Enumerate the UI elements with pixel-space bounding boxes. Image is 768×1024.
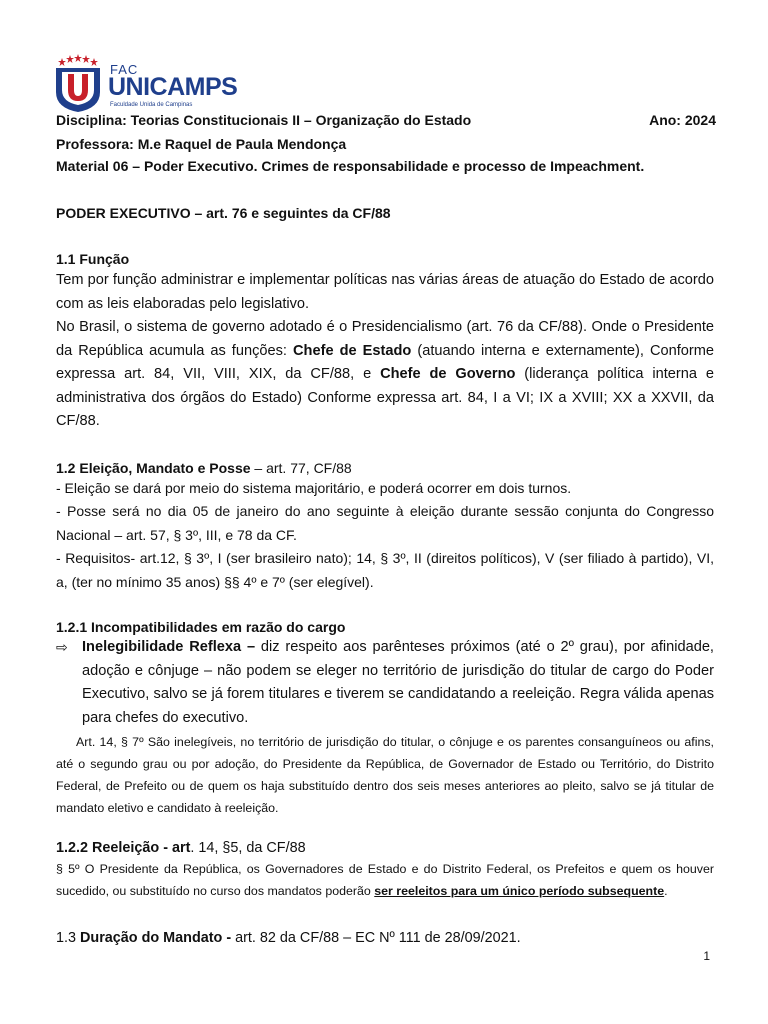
bold-chefe-governo: Chefe de Governo [380, 366, 516, 383]
text-run: No Brasil, o sistema de governo adotado é o Presidencialismo (art. 76 da CF/88). Onde o Presidente da República acumula as funções: [56, 319, 714, 359]
bullet-bold: Inelegibilidade Reflexa – [82, 639, 256, 655]
underlined-bold-text: ser reeleitos para um único período subsequente [374, 884, 665, 898]
heading-rest: – art. 77, CF/88 [250, 460, 352, 476]
heading-1-2-1: 1.2.1 Incompatibilidades em razão do cargo [56, 619, 346, 635]
discipline-line [56, 110, 716, 130]
heading-bold: 1.2.2 Reeleição - art [56, 840, 191, 856]
heading-1-3 [56, 928, 714, 948]
bold-chefe-estado: Chefe de Estado [293, 342, 412, 359]
section-title: PODER EXECUTIVO – art. 76 e seguintes da CF/88 [56, 205, 391, 221]
year-text: Ano: 2024 [649, 112, 716, 128]
text-run: (liderança política interna e administrativa dos órgãos do Estado) Conforme expressa art. 84, I a VI; IX a XVIII; XX a XXVII, da CF/88. [56, 366, 714, 430]
bullet-rest: diz respeito aos parênteses próximos (até o 2º grau), por afinidade, adoção e cônjuge – não podem se eleger no território de jurisdição do titular de cargo do Poder Executivo, salvo se já forem titulares e tiverem se candidatando a reeleição. Regra válida apenas para chefes do executivo. [82, 639, 714, 726]
logo-small-text: FAC [110, 62, 139, 77]
professor-text: Professora: M.e Raquel de Paula Mendonça [56, 136, 347, 152]
logo-tagline: Faculdade Unida de Campinas [110, 102, 193, 108]
page-number: 1 [703, 949, 710, 963]
line-posse: - Posse será no dia 05 de janeiro do ano seguinte à eleição durante sessão conjunta do Congresso Nacional – art. 57, § 3º, III, e 78 da CF. [56, 503, 714, 543]
line-eleicao: - Eleição se dará por meio do sistema majoritário, e poderá ocorrer em dois turnos. [56, 480, 572, 496]
text-run: § 5º O Presidente da República, os Governadores de Estado e do Distrito Federal, os Prefeitos e quem os houver sucedido, ou substituído no curso dos mandatos poderão [56, 862, 714, 898]
heading-1-2-2 [56, 838, 714, 858]
paragraph-funcao: Tem por função administrar e implementar políticas nas várias áreas de atuação do Estado de acordo com as leis elaboradas pelo legislativo. [56, 272, 714, 312]
material-text: Material 06 – Poder Executivo. Crimes de responsabilidade e processo de Impeachment. [56, 158, 645, 174]
quote-art14-par7: Art. 14, § 7º São inelegíveis, no território de jurisdição do titular, o cônjuge e os parentes consanguíneos ou afins, até o segundo grau ou por adoção, do Presidente da República, de Governador de Estado ou Território, do Distrito Federal, de Prefeito ou de quem os haja substituído dentro dos seis meses anteriores ao pleito, salvo se já titular de mandato eletivo e candidato à reeleição. [56, 735, 714, 815]
unicamps-logo [50, 52, 240, 112]
heading-1-2 [56, 458, 714, 478]
arrow-bullet-icon: ⇨ [56, 639, 68, 655]
heading-rest: art. 82 da CF/88 – EC Nº 111 de 28/09/2021. [235, 930, 521, 946]
paragraph-presidencialismo [56, 316, 714, 434]
line-requisitos: - Requisitos- art.12, § 3º, I (ser brasileiro nato); 14, § 3º, II (direitos políticos), V (ser filiado à partido), VI, a, (ter no mínimo 35 anos) §§ 4º e 7º (ser elegível). [56, 550, 714, 590]
heading-rest: . 14, §5, da CF/88 [190, 840, 306, 856]
discipline-text: Disciplina: Teorias Constitucionais II – Organização do Estado [56, 112, 472, 128]
bullet-inelegibilidade [82, 636, 714, 730]
logo-brand-text: UNICAMPS [108, 73, 238, 101]
heading-prefix: 1.3 [56, 930, 81, 946]
heading-bold: Duração do Mandato - [80, 930, 236, 946]
text-run: (atuando interna e externamente), Conforme expressa art. 84, VII, VIII, XIX, da CF/88, e [56, 342, 715, 383]
heading-1-1: 1.1 Função [56, 251, 130, 267]
heading-bold: 1.2 Eleição, Mandato e Posse [56, 460, 251, 476]
paragraph-reeleicao [56, 858, 714, 902]
text-run: . [664, 884, 668, 898]
